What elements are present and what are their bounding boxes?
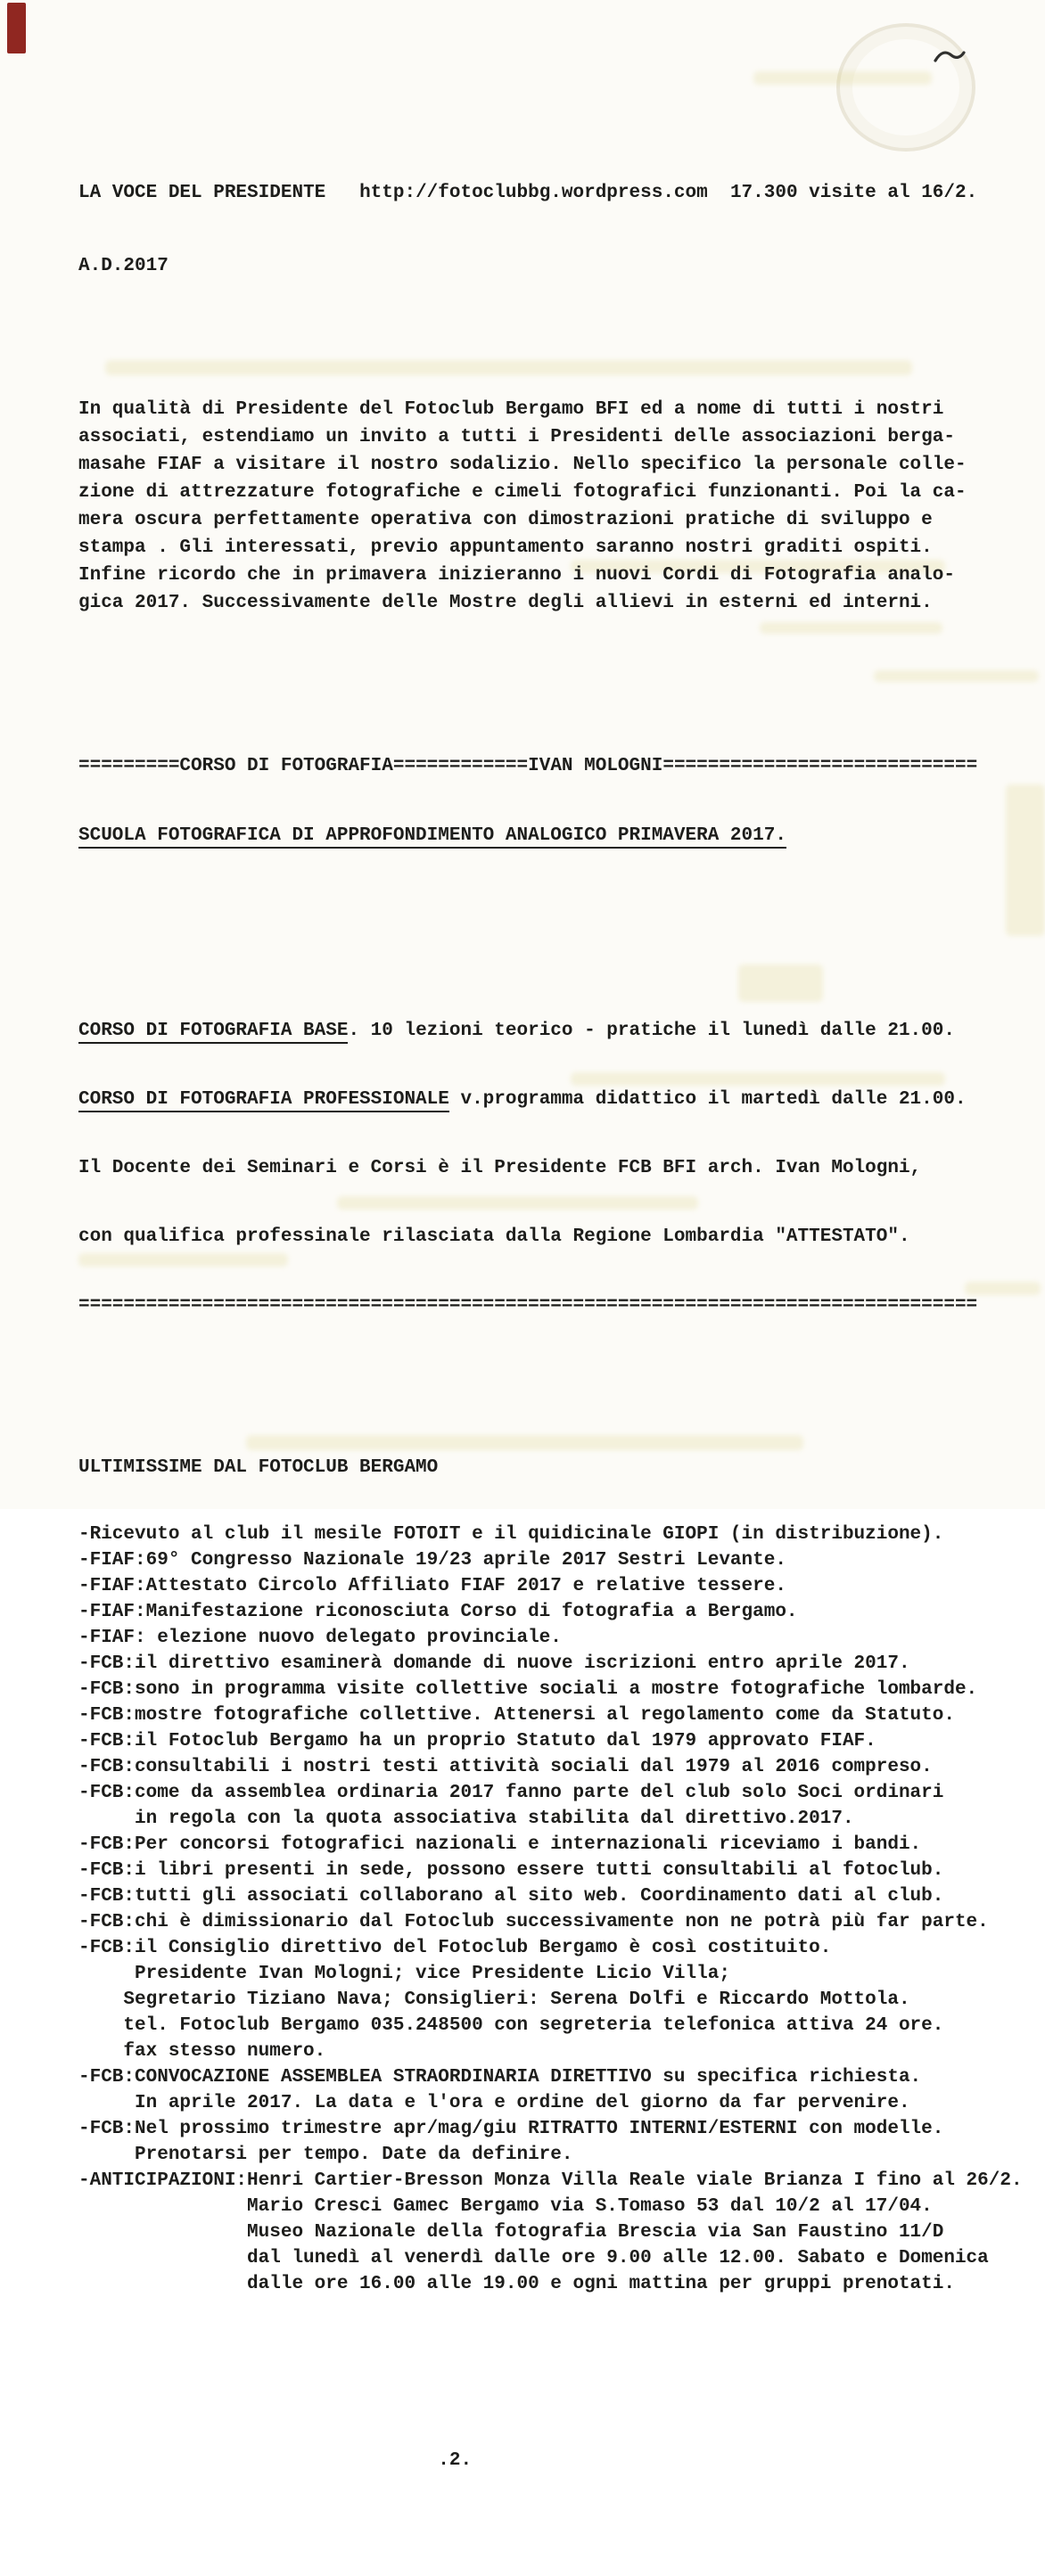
news-item: -Ricevuto al club il mesile FOTOIT e il quidicinale GIOPI (in distribuzione). xyxy=(78,1524,944,1545)
course-base-details: . 10 lezioni teorico - pratiche il lunedì dalle 21.00. xyxy=(348,1021,955,1041)
news-item: -ANTICIPAZIONI:Henri Cartier-Bresson Monza Villa Reale viale Brianza I fino al 26/2. xyxy=(78,2170,1023,2191)
news-item: in regola con la quota associativa stabilita dal direttivo.2017. xyxy=(78,1809,854,1829)
news-item: -FCB:Per concorsi fotografici nazionali e internazionali riceviamo i bandi. xyxy=(78,1834,922,1855)
news-item: -FIAF: elezione nuovo delegato provinciale. xyxy=(78,1628,562,1648)
anno-domini: A.D.2017 xyxy=(78,256,169,276)
news-item: -FCB:tutti gli associati collaborano al sito web. Coordinamento dati al club. xyxy=(78,1886,944,1907)
news-item: -FCB:il Fotoclub Bergamo ha un proprio Statuto dal 1979 approvato FIAF. xyxy=(78,1731,876,1752)
news-item: tel. Fotoclub Bergamo 035.248500 con segreteria telefonica attiva 24 ore. xyxy=(78,2015,944,2036)
separator-line: ================================================================================ xyxy=(78,1295,978,1316)
course-qualification-line: con qualifica professinale rilasciata dalla Regione Lombardia "ATTESTATO". xyxy=(78,1226,910,1247)
banner-equals-right: ============================ xyxy=(662,756,978,776)
pen-squiggle-mark xyxy=(933,48,967,66)
news-item: -FCB:chi è dimissionario dal Fotoclub successivamente non ne potrà più far parte. xyxy=(78,1912,989,1932)
page-header xyxy=(78,136,1041,324)
intro-paragraph xyxy=(78,396,1041,617)
intro-line: zione di attrezzature fotografiche e cimeli fotografici funzionanti. Poi la ca- xyxy=(78,482,967,503)
intro-line: gica 2017. Successivamente delle Mostre degli allievi in esterni ed interni. xyxy=(78,593,933,613)
intro-line: Infine ricordo che in primavera inizieranno i nuovi Cordi di Fotografia analo- xyxy=(78,565,955,586)
news-item: -FCB:Nel prossimo trimestre apr/mag/giu RITRATTO INTERNI/ESTERNI con modelle. xyxy=(78,2119,944,2139)
news-item: -FCB:il Consiglio direttivo del Fotoclub Bergamo è così costituito. xyxy=(78,1938,832,1958)
blog-url: http://fotoclubbg.wordpress.com xyxy=(359,183,708,203)
news-item: -FCB:come da assemblea ordinaria 2017 fanno parte del club solo Soci ordinari xyxy=(78,1783,944,1803)
page-footer xyxy=(78,2407,1041,2514)
banner-equals-mid: ============ xyxy=(392,756,529,776)
intro-line: masahe FIAF a visitare il nostro sodalizio. Nello specifico la personale colle- xyxy=(78,455,967,475)
news-item: -FCB:mostre fotografiche collettive. Attenersi al regolamento come da Statuto. xyxy=(78,1705,955,1726)
news-item: -FCB:CONVOCAZIONE ASSEMBLEA STRAORDINARIA DIRETTIVO su specifica richiesta. xyxy=(78,2067,922,2088)
news-list xyxy=(78,1522,1041,2297)
intro-line: mera oscura perfettamente operativa con dimostrazioni pratiche di sviluppo e xyxy=(78,510,933,530)
news-item: -FCB:il direttivo esaminerà domande di nuove iscrizioni entro aprile 2017. xyxy=(78,1653,910,1674)
news-item: Mario Cresci Gamec Bergamo via S.Tomaso 53 dal 10/2 al 17/04. xyxy=(78,2196,933,2217)
news-item: Museo Nazionale della fotografia Brescia via San Faustino 11/D xyxy=(78,2222,944,2243)
course-base-line xyxy=(78,1017,1041,1045)
banner-subtitle-line xyxy=(78,822,1041,850)
news-item: Segretario Tiziano Nava; Consiglieri: Serena Dolfi e Riccardo Mottola. xyxy=(78,1989,910,2010)
news-item: In aprile 2017. La data e l'ora e ordine del giorno da far pervenire. xyxy=(78,2093,910,2113)
banner-equals-left: ========= xyxy=(78,756,180,776)
course-banner xyxy=(78,711,1041,891)
newsletter-title: LA VOCE DEL PRESIDENTE xyxy=(78,183,326,203)
course-pro-line xyxy=(78,1086,1041,1113)
banner-line xyxy=(78,752,1041,781)
course-pro-details: v.programma didattico il martedì dalle 21.00. xyxy=(448,1089,967,1110)
page-number: .2. xyxy=(78,2450,473,2471)
news-heading: ULTIMISSIME DAL FOTOCLUB BERGAMO xyxy=(78,1457,439,1478)
intro-line: In qualità di Presidente del Fotoclub Bergamo BFI ed a nome di tutti i nostri xyxy=(78,399,944,420)
course-base-title: CORSO DI FOTOGRAFIA BASE xyxy=(78,1021,348,1044)
news-item: -FCB:sono in programma visite collettive sociali a mostre fotografiche lombarde. xyxy=(78,1679,978,1700)
news-item: dalle ore 16.00 alle 19.00 e ogni mattina per gruppi prenotati. xyxy=(78,2274,955,2294)
news-item: dal lunedì al venerdì dalle ore 9.00 alle 12.00. Sabato e Domenica xyxy=(78,2248,989,2268)
red-corner-mark xyxy=(7,3,26,53)
courses-section xyxy=(78,976,1041,1360)
news-item: Presidente Ivan Mologni; vice Presidente Licio Villa; xyxy=(78,1964,730,1984)
intro-line: associati, estendiamo un invito a tutti i Presidenti delle associazioni berga- xyxy=(78,427,955,447)
intro-line: stampa . Gli interessati, previo appuntamento saranno nostri graditi ospiti. xyxy=(78,537,933,558)
news-item: -FIAF:69° Congresso Nazionale 19/23 aprile 2017 Sestri Levante. xyxy=(78,1550,786,1571)
spacer xyxy=(325,183,359,203)
news-item: Prenotarsi per tempo. Date da definire. xyxy=(78,2145,573,2165)
header-line xyxy=(78,177,1041,209)
visit-count: 17.300 visite al 16/2. xyxy=(729,183,978,203)
news-item: -FIAF:Manifestazione riconosciuta Corso di fotografia a Bergamo. xyxy=(78,1602,798,1622)
news-item: -FIAF:Attestato Circolo Affiliato FIAF 2017 e relative tessere. xyxy=(78,1576,786,1596)
banner-subtitle: SCUOLA FOTOGRAFICA DI APPROFONDIMENTO ANALOGICO PRIMAVERA 2017. xyxy=(78,825,786,849)
news-section xyxy=(78,1414,1041,2338)
typewritten-text-block xyxy=(78,75,1041,2576)
news-item: -FCB:i libri presenti in sede, possono essere tutti consultabili al fotoclub. xyxy=(78,1860,944,1881)
banner-author: IVAN MOLOGNI xyxy=(528,756,663,776)
course-teacher-line: Il Docente dei Seminari e Corsi è il Presidente FCB BFI arch. Ivan Mologni, xyxy=(78,1158,922,1178)
banner-course-title: CORSO DI FOTOGRAFIA xyxy=(179,756,393,776)
spacer xyxy=(708,183,730,203)
news-item: -FCB:consultabili i nostri testi attività sociali dal 1979 al 2016 compreso. xyxy=(78,1757,933,1777)
news-item: fax stesso numero. xyxy=(78,2041,326,2062)
course-pro-title: CORSO DI FOTOGRAFIA PROFESSIONALE xyxy=(78,1089,449,1112)
